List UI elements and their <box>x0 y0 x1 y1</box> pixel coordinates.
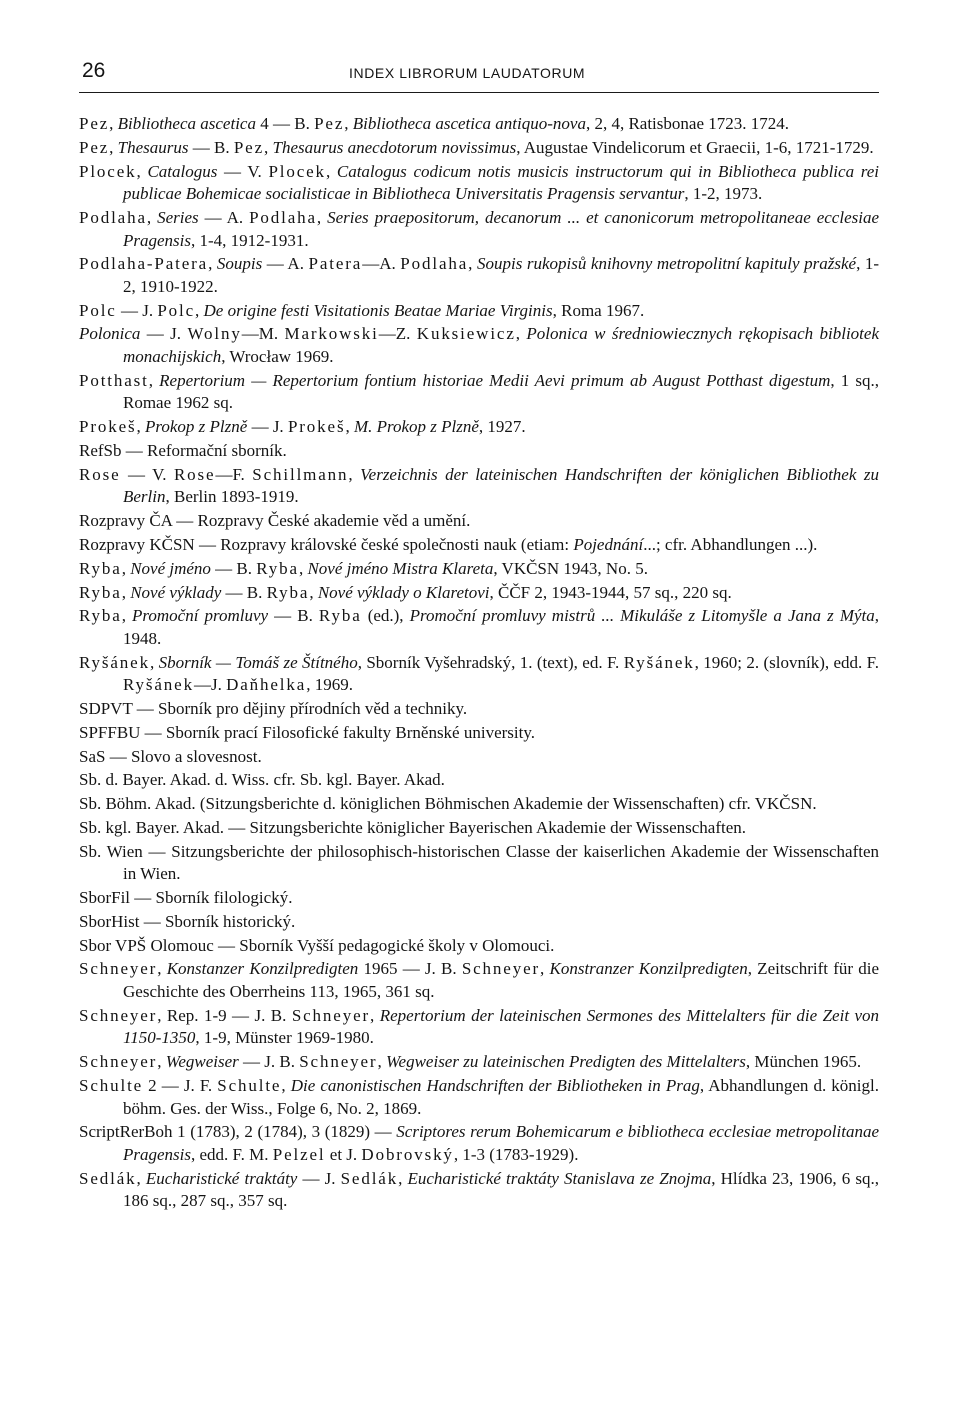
bibliography-entry <box>79 558 879 581</box>
entry-title-italic: Sborník — Tomáš ze Štítného <box>158 652 358 672</box>
entry-text: Sb. Böhm. Akad. (Sitzungsberichte d. königlichen Böhmischen Akademie der Wissenschaften) cfr. VKČSN. <box>79 794 817 814</box>
entry-text: —A. <box>362 254 401 274</box>
entry-text: , <box>136 1168 146 1188</box>
author-name: Wolny <box>187 324 242 344</box>
author-name: Pez <box>79 137 110 157</box>
entry-title-italic: Nové výklady o Klaretovi <box>317 582 490 602</box>
bibliography-entry <box>79 440 879 463</box>
entry-text: , 1969. <box>306 675 353 695</box>
bibliography-entry <box>79 534 879 557</box>
entry-text: —F. <box>215 464 253 484</box>
entry-text: — A. <box>262 254 309 274</box>
entry-text: , <box>109 114 118 133</box>
bibliography-entry <box>79 207 879 252</box>
entry-text: , Hlídka 23, 1906, 6 sq., 186 sq., 287 sq., 357 sq. <box>123 1168 879 1211</box>
author-name: Schulte <box>217 1075 282 1095</box>
author-name: Pez <box>314 114 345 133</box>
entry-title-italic: Wegweiser zu lateinischen Predigten des Mittelalters <box>385 1052 746 1072</box>
entry-text: , <box>377 1052 386 1072</box>
entry-title-italic: Eucharistické traktáty <box>145 1168 298 1188</box>
entry-title-italic: Bibliotheca ascetica <box>117 114 256 133</box>
entry-text: , edd. F. M. <box>191 1144 273 1164</box>
entry-text: Sb. kgl. Bayer. Akad. — Sitzungsberichte königlicher Bayerischen Akademie der Wissenschaften. <box>79 817 747 837</box>
entry-text: , 1-3 (1783-1929). <box>453 1144 579 1164</box>
page-number: 26 <box>82 59 106 82</box>
bibliography-entry <box>79 137 879 160</box>
entry-text: , VKČSN 1943, No. 5. <box>493 558 648 578</box>
entry-title-italic: Thesaurus <box>117 137 189 157</box>
entry-title-italic: Repertorium der lateinischen Sermones des Mittelalters für die Zeit von 1150-1350 <box>123 1005 880 1048</box>
running-header <box>79 58 879 93</box>
bibliography-entry <box>79 1075 879 1120</box>
entry-text: , <box>136 161 148 181</box>
author-name: Prokeš <box>79 417 137 437</box>
author-name: Pez <box>233 137 265 157</box>
entry-text: , 1-2, 1910-1922. <box>123 254 880 296</box>
entry-title-italic: Catalogus codicum notis musicis instructorum qui in Bibliotheca publica rei publicae Bohemicae socialisticae in Bibliotheca Universitatis Pragensis servantur <box>123 161 880 204</box>
entry-text: , 1927. <box>478 417 526 437</box>
author-name: Ryba <box>266 582 310 602</box>
entry-text: Rozpravy ČA — Rozpravy České akademie věd a umění. <box>79 511 471 531</box>
author-name: Sedlák <box>340 1168 399 1188</box>
entry-text: , ČČF 2, 1943-1944, 57 sq., 220 sq. <box>489 582 732 602</box>
entry-text: — J. <box>297 1168 341 1188</box>
bibliography-entry <box>79 958 879 1003</box>
entry-title-italic: Series praepositorum, decanorum ... et canonicorum metropolitaneae ecclesiae Pragensis <box>123 207 879 250</box>
entry-text: , <box>348 464 361 484</box>
entry-text: Sbor VPŠ Olomouc — Sborník Vyšší pedagogické školy v Olomouci. <box>79 935 555 955</box>
entry-text: , 2, 4, Ratisbonae 1723. 1724. <box>585 114 789 133</box>
entry-text: , <box>146 207 158 227</box>
entry-title-italic: Prokop z Plzně <box>145 417 248 437</box>
entry-text: , <box>344 114 353 133</box>
entry-title-italic: Thesaurus anecdotorum novissimus <box>272 137 517 157</box>
bibliography-entry <box>79 698 879 721</box>
entry-text: , <box>398 1168 408 1188</box>
entry-title-italic: Promoční promluvy mistrů ... Mikuláše z Litomyšle a Jana z Mýta <box>409 606 875 626</box>
bibliography-entry <box>79 253 879 298</box>
entry-text: SaS — Slovo a slovesnost. <box>79 746 262 766</box>
author-name: Potthast <box>79 370 149 390</box>
entry-text: SborHist — Sborník historický. <box>79 911 296 931</box>
author-name: Rose <box>79 464 121 484</box>
author-name: Ryba <box>79 606 122 626</box>
bibliography-entry <box>79 1005 879 1050</box>
entry-text: , <box>149 652 159 672</box>
author-name: Ryšánek <box>79 652 150 672</box>
entry-text: 2 — J. F. <box>143 1075 218 1095</box>
entry-title-italic: Konstranzer Konzilpredigten <box>549 959 748 979</box>
entry-text: , Zeitschrift für die Geschichte des Oberrheins 113, 1965, 361 sq. <box>123 959 880 1002</box>
author-name: Patera <box>308 254 363 274</box>
entry-title-italic: Verzeichnis der lateinischen Handschriften der königlichen Bibliothek zu Berlin <box>123 464 879 507</box>
entry-text: — B. <box>221 582 267 602</box>
entry-text: — J. <box>116 300 158 320</box>
entry-text: Sb. Wien — Sitzungsberichte der philosophisch-historischen Classe der kaiserlichen Akademie der Wissenschaften in Wien. <box>79 841 879 884</box>
bibliography-entry <box>79 793 879 816</box>
entry-text: , <box>121 606 133 626</box>
bibliography-list <box>79 93 879 1213</box>
author-name: Schillmann <box>252 464 349 484</box>
entry-text: et J. <box>325 1144 362 1164</box>
bibliography-entry <box>79 161 879 206</box>
bibliography-entry <box>79 416 879 439</box>
entry-text: — B. <box>210 558 257 578</box>
entry-text: , Abhandlungen d. königl. böhm. Ges. der Wiss., Folge 6, No. 2, 1869. <box>123 1075 879 1118</box>
entry-text: , <box>370 1005 380 1025</box>
author-name: Polc <box>79 300 117 320</box>
entry-text: , <box>136 417 145 437</box>
entry-text: , München 1965. <box>745 1052 862 1072</box>
entry-text: — V. <box>120 464 174 484</box>
entry-text: , <box>281 1075 291 1095</box>
entry-text: SborFil — Sborník filologický. <box>79 888 293 908</box>
author-name: Schulte <box>79 1075 144 1095</box>
entry-text: , 1948. <box>123 606 879 648</box>
entry-title-italic: Eucharistické traktáty Stanislava ze Znojma <box>407 1168 712 1188</box>
entry-title-italic: Soupis rukopisů knihovny metropolitní kapituly pražské <box>476 254 857 274</box>
entry-title-italic: Wegweiser <box>165 1052 239 1072</box>
entry-title-italic: Scriptores rerum Bohemicarum e bibliotheca ecclesiae metropolitanae Pragensis <box>123 1122 879 1164</box>
entry-title-italic: Nové jméno <box>130 558 211 578</box>
author-name: Ryba <box>79 582 122 602</box>
entry-text: , <box>316 207 328 227</box>
author-name: Schneyer <box>79 959 158 979</box>
author-name: Podlaha <box>79 207 147 227</box>
bibliography-entry <box>79 769 879 792</box>
bibliography-entry <box>79 323 879 368</box>
entry-text: , <box>345 417 354 437</box>
entry-text: , <box>264 137 273 157</box>
bibliography-entry <box>79 300 879 323</box>
author-name: Daňhelka <box>226 675 307 695</box>
entry-text: — V. <box>217 161 269 181</box>
bibliography-entry <box>79 746 879 769</box>
entry-text: , Rep. 1-9 — J. B. <box>157 1005 292 1025</box>
entry-text: —J. <box>193 675 227 695</box>
entry-text: 4 — B. <box>255 114 315 133</box>
entry-title-italic: Series <box>157 207 199 227</box>
bibliography-entry <box>79 1121 879 1166</box>
entry-text: , Sborník Vyšehradský, 1. (text), ed. F. <box>357 652 624 672</box>
running-title: INDEX LIBRORUM LAUDATORUM <box>349 65 586 81</box>
author-name: Plocek <box>268 161 326 181</box>
author-name: Schneyer <box>461 959 541 979</box>
author-name: Pez <box>79 114 110 133</box>
author-name: Ryšánek <box>623 652 695 672</box>
entry-text: — A. <box>198 207 250 227</box>
entry-text: SPFFBU — Sborník prací Filosofické fakulty Brněnské university. <box>79 722 535 742</box>
entry-text: , Roma 1967. <box>552 300 645 320</box>
entry-text: — J. <box>247 417 288 437</box>
entry-text: (ed.), <box>361 606 410 626</box>
entry-title-italic: Die canonistischen Handschriften der Bibliotheken in Prag <box>290 1075 700 1095</box>
entry-text: , <box>325 161 337 181</box>
bibliography-entry <box>79 370 879 415</box>
author-name: Podlaha <box>249 207 317 227</box>
author-name: Kuksiewicz <box>416 324 516 344</box>
entry-title-italic: De origine festi Visitationis Beatae Mariae Virginis <box>203 300 553 320</box>
entry-text: , <box>540 959 550 979</box>
entry-title-italic: Pojednání <box>573 534 644 554</box>
entry-text: , <box>121 582 131 602</box>
entry-title-italic: M. Prokop z Plzně <box>353 417 479 437</box>
author-name: Schneyer <box>299 1052 378 1072</box>
entry-text: , 1-9, Münster 1969-1980. <box>195 1028 374 1048</box>
entry-title-italic: Nové výklady <box>130 582 222 602</box>
entry-text: ScriptRerBoh 1 (1783), 2 (1784), 3 (1829) — <box>79 1122 397 1142</box>
entry-text: Sb. d. Bayer. Akad. d. Wiss. cfr. Sb. kgl. Bayer. Akad. <box>79 770 445 790</box>
bibliography-entry <box>79 113 879 136</box>
author-name: Podlaha-Patera <box>79 254 209 274</box>
author-name: Pelzel <box>272 1144 326 1164</box>
entry-title-italic: Polonica w średniowiecznych rękopisach bibliotek monachijskich <box>123 324 879 367</box>
author-name: Ryba <box>318 606 362 626</box>
entry-text: , 1960; 2. (slovník), edd. F. <box>694 652 879 672</box>
bibliography-entry <box>79 652 879 697</box>
entry-text: , <box>157 959 167 979</box>
entry-text: ...; cfr. Abhandlungen ...). <box>643 534 818 554</box>
entry-text: , Wrocław 1969. <box>221 347 334 367</box>
entry-text: , <box>208 254 217 274</box>
entry-text: , Augustae Vindelicorum et Graecii, 1-6, 1721-1729. <box>516 137 874 157</box>
author-name: Schneyer <box>79 1052 158 1072</box>
entry-text: , <box>195 300 204 320</box>
bibliography-entry <box>79 1168 879 1213</box>
entry-title-italic: Polonica <box>79 324 141 344</box>
bibliography-entry <box>79 887 879 910</box>
entry-text: —Z. <box>378 324 417 344</box>
entry-title-italic: Soupis <box>216 254 263 274</box>
bibliography-entry <box>79 464 879 509</box>
entry-text: , <box>298 558 308 578</box>
entry-text: SDPVT — Sborník pro dějiny přírodních věd a techniky. <box>79 699 468 719</box>
entry-text: — B. <box>188 137 234 157</box>
entry-text: , <box>309 582 318 602</box>
bibliography-entry <box>79 1051 879 1074</box>
author-name: Rose <box>173 464 216 484</box>
bibliography-entry <box>79 935 879 958</box>
author-name: Ryba <box>79 558 122 578</box>
entry-text: — J. <box>140 324 188 344</box>
entry-text: , 1-4, 1912-1931. <box>191 230 309 250</box>
entry-title-italic: Repertorium — Repertorium fontium historiae Medii Aevi primum ab August Potthast digestum <box>159 370 831 390</box>
author-name: Prokeš <box>287 417 346 437</box>
bibliography-entry <box>79 817 879 840</box>
entry-text: , <box>121 558 131 578</box>
author-name: Schneyer <box>291 1005 371 1025</box>
author-name: Podlaha <box>400 254 469 274</box>
bibliography-entry <box>79 605 879 650</box>
author-name: Schneyer <box>79 1005 158 1025</box>
entry-text: , <box>109 137 118 157</box>
entry-title-italic: Konstanzer Konzilpredigten <box>166 959 359 979</box>
entry-title-italic: Bibliotheca ascetica antiquo-nova <box>352 114 586 133</box>
entry-text: , Berlin 1893-1919. <box>165 487 299 507</box>
entry-text: , <box>515 324 527 344</box>
author-name: Polc <box>157 300 196 320</box>
entry-text: , 1-2, 1973. <box>684 184 763 204</box>
entry-text: , <box>157 1052 166 1072</box>
entry-text: , <box>148 370 160 390</box>
author-name: Ryba <box>256 558 299 578</box>
bibliography-entry <box>79 722 879 745</box>
entry-text: —M. <box>241 324 285 344</box>
entry-text: — J. B. <box>238 1052 300 1072</box>
bibliography-entry <box>79 510 879 533</box>
entry-text: , <box>468 254 477 274</box>
entry-text: — B. <box>268 606 319 626</box>
index-page <box>79 58 879 1214</box>
author-name: Plocek <box>79 161 137 181</box>
entry-text: Rozpravy KČSN — Rozpravy královské české společnosti nauk (etiam: <box>79 534 574 554</box>
entry-text: RefSb — Reformační sborník. <box>79 441 287 460</box>
author-name: Dobrovský <box>361 1144 454 1164</box>
entry-text: 1965 — J. B. <box>358 959 462 979</box>
entry-title-italic: Promoční promluvy <box>132 606 269 626</box>
entry-title-italic: Nové jméno Mistra Klareta <box>307 558 494 578</box>
author-name: Markowski <box>284 324 379 344</box>
bibliography-entry <box>79 911 879 934</box>
entry-title-italic: Catalogus <box>147 161 218 181</box>
author-name: Ryšánek <box>123 675 194 695</box>
entry-text: , 1 sq., Romae 1962 sq. <box>123 370 880 413</box>
author-name: Sedlák <box>79 1168 137 1188</box>
bibliography-entry <box>79 841 879 886</box>
bibliography-entry <box>79 582 879 605</box>
